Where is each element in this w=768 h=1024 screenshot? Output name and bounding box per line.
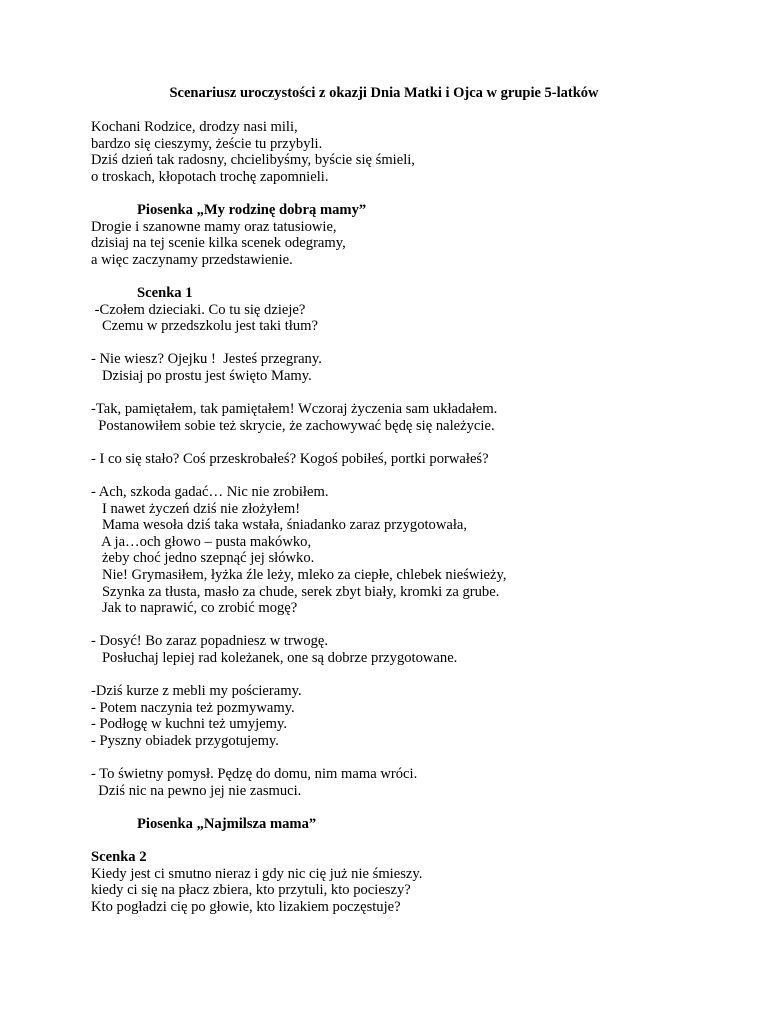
paragraph-gap bbox=[91, 434, 751, 451]
paragraph-gap bbox=[91, 799, 751, 816]
song-heading: Piosenka „Najmilsza mama” bbox=[137, 815, 317, 832]
paragraph-gap bbox=[91, 467, 751, 484]
song-heading: Piosenka „My rodzinę dobrą mamy” bbox=[137, 201, 367, 218]
document-body bbox=[91, 119, 751, 916]
dialogue-line: Postanowiłem sobie też skrycie, że zachowywać będę się należycie. bbox=[91, 417, 495, 434]
dialogue-line: - To świetny pomysł. Pędzę do domu, nim mama wróci. bbox=[91, 766, 418, 783]
text-line: bardzo się cieszymy, żeście tu przybyli. bbox=[91, 135, 323, 152]
dialogue-line: - Potem naczynia też pozmywamy. bbox=[91, 699, 295, 716]
dialogue-line: A ja…och głowo – pusta makówko, bbox=[91, 533, 312, 550]
dialogue-line: - Nie wiesz? Ojejku ! Jesteś przegrany. bbox=[91, 351, 322, 368]
text-line: Drogie i szanowne mamy oraz tatusiowie, bbox=[91, 218, 337, 235]
scene-heading: Scenka 1 bbox=[137, 284, 193, 301]
paragraph-gap bbox=[91, 667, 751, 684]
text-line: Kto pogładzi cię po głowie, kto lizakiem poczęstuje? bbox=[91, 898, 401, 915]
paragraph-gap bbox=[91, 268, 751, 285]
dialogue-line: Czemu w przedszkolu jest taki tłum? bbox=[91, 318, 318, 335]
dialogue-line: Szynka za tłusta, masło za chude, serek zbyt biały, kromki za grube. bbox=[91, 583, 500, 600]
paragraph-gap bbox=[91, 385, 751, 402]
dialogue-line: - Dosyć! Bo zaraz popadniesz w trwogę. bbox=[91, 633, 329, 650]
text-line: Kiedy jest ci smutno nieraz i gdy nic cię już nie śmieszy. bbox=[91, 865, 423, 882]
dialogue-line: -Dziś kurze z mebli my pościeramy. bbox=[91, 683, 302, 700]
dialogue-line: Jak to naprawić, co zrobić mogę? bbox=[91, 600, 298, 617]
dialogue-line: Mama wesoła dziś taka wstała, śniadanko zaraz przygotowała, bbox=[91, 517, 468, 534]
dialogue-line: Posłuchaj lepiej rad koleżanek, one są dobrze przygotowane. bbox=[91, 650, 458, 666]
text-line: Kochani Rodzice, drodzy nasi mili, bbox=[91, 119, 298, 135]
dialogue-line: - I co się stało? Coś przeskrobałeś? Kogoś pobiłeś, portki porwałeś? bbox=[91, 450, 489, 467]
dialogue-line: -Tak, pamiętałem, tak pamiętałem! Wczoraj życzenia sam układałem. bbox=[91, 401, 498, 418]
text-line: o troskach, kłopotach trochę zapomnieli. bbox=[91, 168, 329, 185]
paragraph-gap bbox=[91, 750, 751, 767]
paragraph-gap bbox=[91, 833, 751, 850]
paragraph-gap bbox=[91, 185, 751, 202]
dialogue-line: - Ach, szkoda gadać… Nic nie zrobiłem. bbox=[91, 484, 329, 501]
paragraph-gap bbox=[91, 617, 751, 634]
dialogue-line: żeby choć jedno szepnąć jej słówko. bbox=[91, 550, 315, 567]
text-line: a więc zaczynamy przedstawienie. bbox=[91, 251, 293, 268]
paragraph-gap bbox=[91, 335, 751, 352]
text-line: Dziś dzień tak radosny, chcielibyśmy, byście się śmieli, bbox=[91, 152, 415, 169]
document-title: Scenariusz uroczystości z okazji Dnia Matki i Ojca w grupie 5-latków bbox=[169, 85, 599, 101]
text-line: dzisiaj na tej scenie kilka scenek odegramy, bbox=[91, 235, 346, 252]
dialogue-line: Dziś nic na pewno jej nie zasmuci. bbox=[91, 782, 302, 799]
dialogue-line: I nawet życzeń dziś nie złożyłem! bbox=[91, 500, 301, 517]
scene-heading: Scenka 2 bbox=[91, 849, 147, 866]
dialogue-line: - Pyszny obiadek przygotujemy. bbox=[91, 732, 279, 749]
text-line: kiedy ci się na płacz zbiera, kto przytuli, kto pocieszy? bbox=[91, 882, 411, 899]
dialogue-line: -Czołem dzieciaki. Co tu się dzieje? bbox=[91, 301, 306, 318]
dialogue-line: Dzisiaj po prostu jest święto Mamy. bbox=[91, 367, 312, 384]
dialogue-line: - Podłogę w kuchni też umyjemy. bbox=[91, 716, 288, 733]
dialogue-line: Nie! Grymasiłem, łyżka źle leży, mleko za ciepłe, chlebek nieświeży, bbox=[91, 567, 507, 584]
